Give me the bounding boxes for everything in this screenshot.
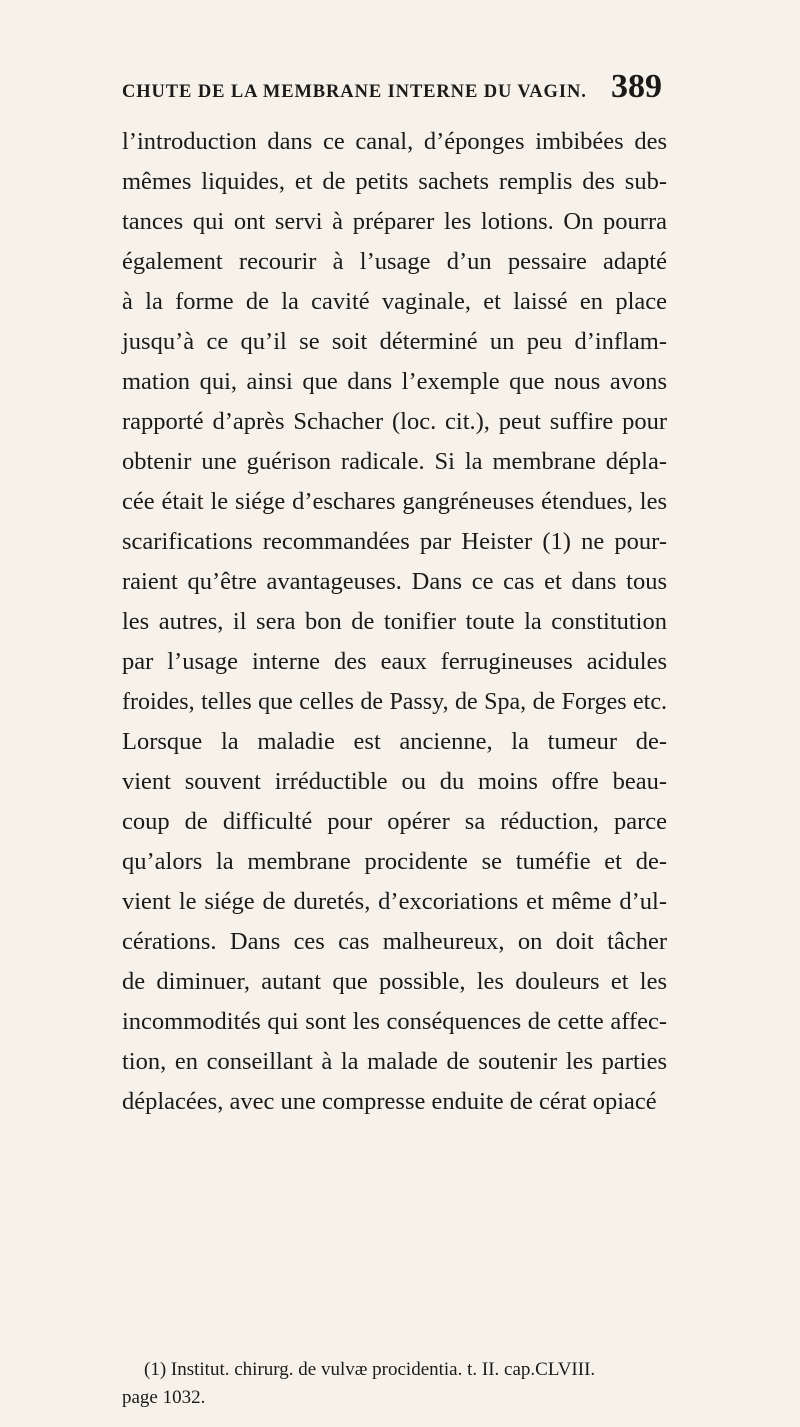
- text-line-21: cérations. Dans ces cas malheureux, on doit tâcher: [122, 928, 667, 955]
- text-line-18: coup de difficulté pour opérer sa réduction, parce: [122, 808, 667, 835]
- footnote-line-2: page 1032.: [122, 1387, 206, 1408]
- text-line-17: vient souvent irréductible ou du moins offre beau-: [122, 768, 667, 795]
- text-line-23: incommodités qui sont les conséquences de cette affec-: [122, 1008, 667, 1035]
- page-header: [122, 66, 662, 112]
- text-line-10: cée était le siége d’eschares gangréneuses étendues, les: [122, 488, 667, 515]
- text-line-11: scarifications recommandées par Heister (1) ne pour-: [122, 528, 667, 555]
- text-line-13: les autres, il sera bon de tonifier toute la constitution: [122, 608, 667, 635]
- text-line-8: rapporté d’après Schacher (loc. cit.), peut suffire pour: [122, 408, 667, 435]
- footnote: [122, 1356, 667, 1412]
- text-line-5: à la forme de la cavité vaginale, et laissé en place: [122, 288, 667, 315]
- text-line-24: tion, en conseillant à la malade de soutenir les parties: [122, 1048, 667, 1075]
- body-text: [122, 122, 667, 1122]
- text-line-14: par l’usage interne des eaux ferrugineuses acidules: [122, 648, 667, 675]
- text-line-6: jusqu’à ce qu’il se soit déterminé un peu d’inflam-: [122, 328, 667, 355]
- text-line-1: l’introduction dans ce canal, d’éponges imbibées des: [122, 128, 667, 155]
- text-line-19: qu’alors la membrane procidente se tuméfie et de-: [122, 848, 667, 875]
- text-line-4: également recourir à l’usage d’un pessaire adapté: [122, 248, 667, 275]
- running-title: CHUTE DE LA MEMBRANE INTERNE DU VAGIN.: [122, 82, 587, 102]
- text-line-15: froides, telles que celles de Passy, de Spa, de Forges etc.: [122, 689, 667, 715]
- footnote-line-1: (1) Institut. chirurg. de vulvæ procidentia. t. II. cap.CLVIII.: [144, 1359, 596, 1380]
- page-number: 389: [611, 68, 662, 105]
- text-line-3: tances qui ont servi à préparer les lotions. On pourra: [122, 208, 667, 235]
- text-line-9: obtenir une guérison radicale. Si la membrane dépla-: [122, 448, 667, 475]
- text-line-7: mation qui, ainsi que dans l’exemple que nous avons: [122, 368, 667, 395]
- text-line-25: déplacées, avec une compresse enduite de cérat opiacé: [122, 1088, 657, 1115]
- text-line-2: mêmes liquides, et de petits sachets remplis des sub-: [122, 168, 667, 195]
- text-line-22: de diminuer, autant que possible, les douleurs et les: [122, 968, 667, 995]
- text-line-20: vient le siége de duretés, d’excoriations et même d’ul-: [122, 888, 667, 915]
- text-line-16: Lorsque la maladie est ancienne, la tumeur de-: [122, 728, 667, 755]
- text-line-12: raient qu’être avantageuses. Dans ce cas et dans tous: [122, 568, 667, 595]
